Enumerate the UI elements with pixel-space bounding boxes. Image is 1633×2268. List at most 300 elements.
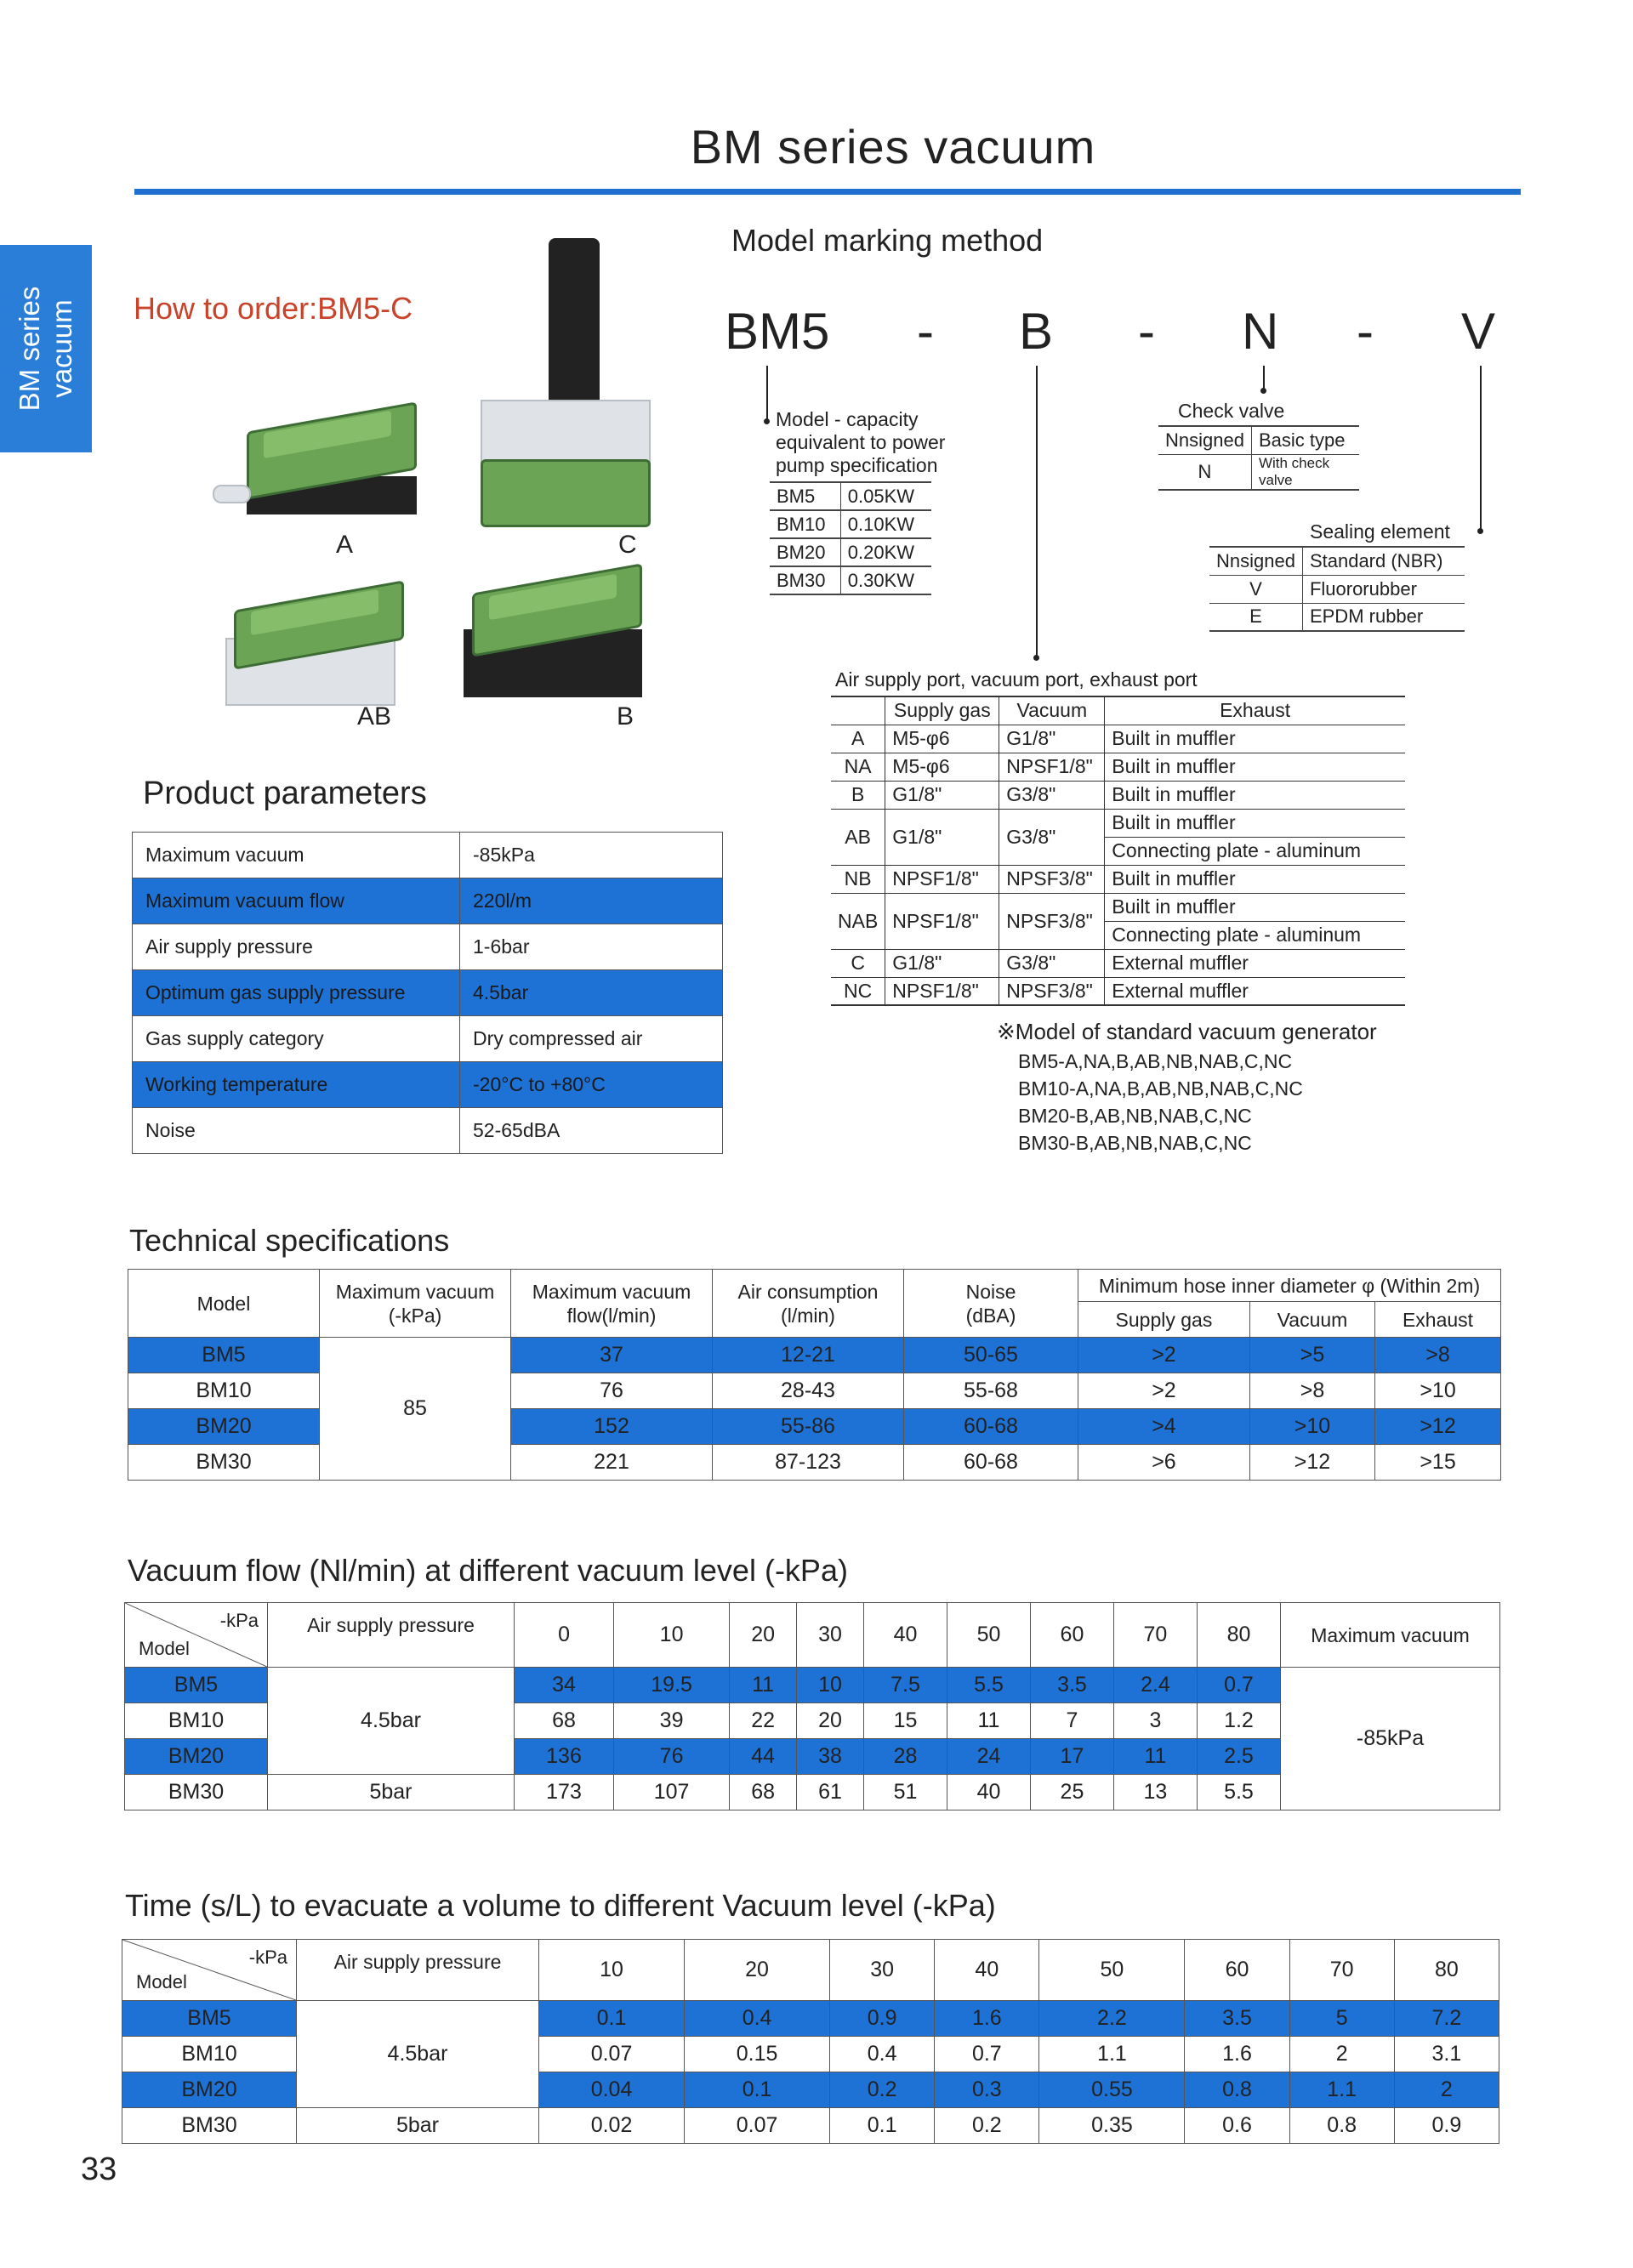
page-title: BM series vacuum bbox=[690, 120, 1096, 173]
flow-cell: 61 bbox=[797, 1775, 864, 1810]
tech-header-line: flow(l/min) bbox=[566, 1304, 657, 1327]
flow-cell: 107 bbox=[614, 1775, 730, 1810]
port-exhaust: Built in muffler bbox=[1105, 781, 1405, 809]
list-item: BM5-A,NA,B,AB,NB,NAB,C,NC bbox=[1018, 1050, 1293, 1072]
port-code: C bbox=[831, 949, 885, 977]
code-check: N bbox=[1242, 303, 1279, 360]
tech-cell: 87-123 bbox=[713, 1445, 904, 1481]
ports-title: Air supply port, vacuum port, exhaust port bbox=[835, 668, 1198, 691]
code-dash-2: - bbox=[1138, 303, 1155, 360]
table-row bbox=[831, 893, 1405, 921]
image-label-c: C bbox=[618, 531, 637, 559]
time-corner bbox=[122, 1940, 297, 2001]
model-cell: BM5 bbox=[770, 482, 840, 510]
time-cell: 0.7 bbox=[935, 2037, 1039, 2072]
flow-cell: 5.5 bbox=[1197, 1775, 1280, 1810]
seal-code-cell: E bbox=[1209, 603, 1302, 631]
table-row bbox=[133, 1016, 723, 1062]
table-row bbox=[122, 2001, 1499, 2037]
time-model: BM30 bbox=[122, 2108, 297, 2144]
page-number: 33 bbox=[81, 2151, 117, 2187]
time-cell: 0.07 bbox=[685, 2108, 830, 2144]
flow-cell: 2.5 bbox=[1197, 1739, 1280, 1775]
flow-corner-bottom: Model bbox=[139, 1638, 190, 1659]
side-tab bbox=[0, 245, 92, 452]
side-tab-line-1: BM series bbox=[14, 286, 45, 412]
flow-cell: 11 bbox=[947, 1703, 1030, 1739]
table-row bbox=[133, 1108, 723, 1154]
sealing-table bbox=[1209, 546, 1465, 632]
flow-cell: 68 bbox=[730, 1775, 797, 1810]
table-row bbox=[770, 566, 931, 594]
tech-header-air bbox=[713, 1270, 904, 1338]
time-cell: 1.1 bbox=[1289, 2072, 1394, 2108]
port-vacuum: NPSF3/8" bbox=[999, 977, 1105, 1005]
time-cell: 0.9 bbox=[830, 2001, 935, 2037]
port-vacuum: NPSF3/8" bbox=[999, 865, 1105, 893]
tech-header-line: (-kPa) bbox=[388, 1304, 442, 1327]
port-supply: NPSF1/8" bbox=[885, 977, 999, 1005]
time-corner-top: -kPa bbox=[248, 1947, 287, 1968]
flow-cell: 0.7 bbox=[1197, 1668, 1280, 1703]
time-cell: 1.6 bbox=[1185, 2037, 1289, 2072]
param-value: 4.5bar bbox=[460, 970, 723, 1016]
leader-port-dot bbox=[1033, 655, 1039, 661]
capacity-cell: 0.10KW bbox=[840, 510, 931, 538]
flow-cell: 7.5 bbox=[864, 1668, 947, 1703]
time-cell: 0.02 bbox=[539, 2108, 685, 2144]
capacity-cell: 0.05KW bbox=[840, 482, 931, 510]
flow-cell: 40 bbox=[947, 1775, 1030, 1810]
check-valve-table bbox=[1158, 425, 1359, 491]
flow-cell: 28 bbox=[864, 1739, 947, 1775]
title-divider bbox=[134, 189, 1521, 195]
flow-cell: 44 bbox=[730, 1739, 797, 1775]
tech-header-hose: Minimum hose inner diameter φ (Within 2m) bbox=[1078, 1270, 1501, 1302]
tech-cell: 12-21 bbox=[713, 1338, 904, 1373]
time-level: 70 bbox=[1289, 1940, 1394, 2001]
time-cell: 2 bbox=[1289, 2037, 1394, 2072]
tech-cell: >15 bbox=[1375, 1445, 1501, 1481]
port-code: NC bbox=[831, 977, 885, 1005]
tech-header-hose-supply: Supply gas bbox=[1078, 1302, 1250, 1338]
time-cell: 2.2 bbox=[1039, 2001, 1185, 2037]
tech-cell: >12 bbox=[1249, 1445, 1374, 1481]
time-level: 20 bbox=[685, 1940, 830, 2001]
side-tab-line-2: vacuum bbox=[46, 299, 77, 398]
tech-cell: >8 bbox=[1249, 1373, 1374, 1409]
port-exhaust: Built in muffler bbox=[1105, 753, 1405, 781]
tech-header-line: Air consumption bbox=[737, 1280, 879, 1303]
tech-cell: 28-43 bbox=[713, 1373, 904, 1409]
time-heading: Time (s/L) to evacuate a volume to different Vacuum level (-kPa) bbox=[125, 1888, 996, 1923]
time-cell: 1.1 bbox=[1039, 2037, 1185, 2072]
port-code: B bbox=[831, 781, 885, 809]
port-vacuum: G3/8" bbox=[999, 949, 1105, 977]
seal-desc-cell: Fluororubber bbox=[1302, 575, 1465, 603]
port-header-exhaust: Exhaust bbox=[1105, 696, 1405, 725]
model-note-line-2: equivalent to power bbox=[776, 431, 946, 453]
flow-cell: 1.2 bbox=[1197, 1703, 1280, 1739]
flow-cell: 20 bbox=[797, 1703, 864, 1739]
flow-cell: 2.4 bbox=[1113, 1668, 1197, 1703]
check-code-cell: Nnsigned bbox=[1158, 426, 1251, 454]
tech-model: BM10 bbox=[128, 1373, 320, 1409]
time-level: 30 bbox=[830, 1940, 935, 2001]
port-exhaust: External muffler bbox=[1105, 977, 1405, 1005]
tech-header-line: Maximum vacuum bbox=[335, 1280, 495, 1303]
table-row bbox=[133, 924, 723, 970]
port-exhaust: External muffler bbox=[1105, 949, 1405, 977]
param-value: -20°C to +80°C bbox=[460, 1062, 723, 1108]
tech-cell: >10 bbox=[1249, 1409, 1374, 1445]
flow-max-value: -85kPa bbox=[1281, 1668, 1500, 1810]
flow-cell: 10 bbox=[797, 1668, 864, 1703]
time-level: 50 bbox=[1039, 1940, 1185, 2001]
tech-cell: >2 bbox=[1078, 1338, 1250, 1373]
port-vacuum: G3/8" bbox=[999, 809, 1105, 865]
time-cell: 0.1 bbox=[685, 2072, 830, 2108]
table-row bbox=[122, 2108, 1499, 2144]
port-exhaust: Built in muffler bbox=[1105, 725, 1405, 753]
param-name: Working temperature bbox=[133, 1062, 460, 1108]
port-supply: M5-φ6 bbox=[885, 725, 999, 753]
flow-pressure-a: 4.5bar bbox=[268, 1668, 515, 1775]
time-model: BM10 bbox=[122, 2037, 297, 2072]
param-value: 52-65dBA bbox=[460, 1108, 723, 1154]
param-value: -85kPa bbox=[460, 833, 723, 878]
table-row bbox=[133, 833, 723, 878]
tech-header-hose-exhaust: Exhaust bbox=[1375, 1302, 1501, 1338]
flow-corner bbox=[125, 1603, 268, 1668]
tech-cell: 221 bbox=[511, 1445, 713, 1481]
port-supply: G1/8" bbox=[885, 781, 999, 809]
list-item: BM10-A,NA,B,AB,NB,NAB,C,NC bbox=[1018, 1077, 1303, 1100]
flow-cell: 5.5 bbox=[947, 1668, 1030, 1703]
tech-cell: 60-68 bbox=[904, 1409, 1078, 1445]
flow-cell: 39 bbox=[614, 1703, 730, 1739]
model-cell: BM10 bbox=[770, 510, 840, 538]
image-label-a: A bbox=[336, 531, 354, 559]
table-row bbox=[1158, 454, 1359, 490]
port-supply: NPSF1/8" bbox=[885, 893, 999, 949]
capacity-cell: 0.20KW bbox=[840, 538, 931, 566]
model-cell: BM30 bbox=[770, 566, 840, 594]
port-exhaust: Connecting plate - aluminum bbox=[1105, 837, 1405, 865]
tech-model: BM20 bbox=[128, 1409, 320, 1445]
port-exhaust: Built in muffler bbox=[1105, 865, 1405, 893]
flow-model: BM30 bbox=[125, 1775, 268, 1810]
flow-corner-top: -kPa bbox=[219, 1610, 259, 1631]
flow-cell: 15 bbox=[864, 1703, 947, 1739]
port-exhaust: Built in muffler bbox=[1105, 893, 1405, 921]
leader-port bbox=[1036, 366, 1038, 659]
flow-heading: Vacuum flow (Nl/min) at different vacuum level (-kPa) bbox=[128, 1553, 848, 1588]
image-label-b: B bbox=[617, 702, 634, 730]
tech-cell: >5 bbox=[1249, 1338, 1374, 1373]
param-value: 1-6bar bbox=[460, 924, 723, 970]
tech-header-line: Maximum vacuum bbox=[532, 1280, 691, 1303]
leader-seal bbox=[1480, 366, 1482, 531]
time-table bbox=[122, 1939, 1499, 2144]
leader-check-dot bbox=[1260, 388, 1266, 394]
flow-level: 10 bbox=[614, 1603, 730, 1668]
tech-cell: 152 bbox=[511, 1409, 713, 1445]
check-desc-cell: With check valve bbox=[1251, 454, 1359, 490]
table-row bbox=[1209, 575, 1465, 603]
port-vacuum: G3/8" bbox=[999, 781, 1105, 809]
flow-level: 70 bbox=[1113, 1603, 1197, 1668]
image-label-ab: AB bbox=[357, 702, 392, 730]
code-port: B bbox=[1019, 303, 1054, 360]
time-cell: 5 bbox=[1289, 2001, 1394, 2037]
port-code: NAB bbox=[831, 893, 885, 949]
time-cell: 0.2 bbox=[935, 2108, 1039, 2144]
check-desc-cell: Basic type bbox=[1251, 426, 1359, 454]
tech-cell: 55-86 bbox=[713, 1409, 904, 1445]
tech-cell: >6 bbox=[1078, 1445, 1250, 1481]
table-row bbox=[133, 970, 723, 1016]
port-supply: G1/8" bbox=[885, 809, 999, 865]
sealing-title: Sealing element bbox=[1310, 520, 1450, 543]
port-vacuum: G1/8" bbox=[999, 725, 1105, 753]
model-capacity-table bbox=[770, 481, 931, 595]
flow-level: 30 bbox=[797, 1603, 864, 1668]
flow-cell: 51 bbox=[864, 1775, 947, 1810]
time-cell: 0.8 bbox=[1185, 2072, 1289, 2108]
time-cell: 0.4 bbox=[830, 2037, 935, 2072]
time-cell: 7.2 bbox=[1394, 2001, 1499, 2037]
time-pressure-b: 5bar bbox=[297, 2108, 539, 2144]
params-heading: Product parameters bbox=[143, 776, 427, 811]
time-cell: 1.6 bbox=[935, 2001, 1039, 2037]
flow-level: 60 bbox=[1030, 1603, 1113, 1668]
time-cell: 0.2 bbox=[830, 2072, 935, 2108]
product-image-b bbox=[464, 570, 651, 706]
flow-cell: 68 bbox=[515, 1703, 614, 1739]
port-code: A bbox=[831, 725, 885, 753]
flow-model: BM5 bbox=[125, 1668, 268, 1703]
side-tab-label bbox=[14, 287, 78, 412]
flow-cell: 11 bbox=[730, 1668, 797, 1703]
tech-heading: Technical specifications bbox=[129, 1223, 450, 1258]
table-row bbox=[133, 1062, 723, 1108]
time-level: 10 bbox=[539, 1940, 685, 2001]
flow-cell: 34 bbox=[515, 1668, 614, 1703]
time-cell: 0.04 bbox=[539, 2072, 685, 2108]
leader-model bbox=[766, 366, 768, 422]
tech-header-model: Model bbox=[128, 1270, 320, 1338]
table-row bbox=[770, 482, 931, 510]
param-value: Dry compressed air bbox=[460, 1016, 723, 1062]
flow-cell: 13 bbox=[1113, 1775, 1197, 1810]
port-header-vacuum: Vacuum bbox=[999, 696, 1105, 725]
leader-model-dot bbox=[764, 418, 770, 424]
time-cell: 0.4 bbox=[685, 2001, 830, 2037]
table-row bbox=[831, 781, 1405, 809]
flow-header-max: Maximum vacuum bbox=[1281, 1603, 1500, 1668]
code-dash-3: - bbox=[1357, 303, 1374, 360]
table-row bbox=[1209, 547, 1465, 575]
tech-cell: >2 bbox=[1078, 1373, 1250, 1409]
flow-cell: 7 bbox=[1030, 1703, 1113, 1739]
tech-header-max-vacuum bbox=[320, 1270, 511, 1338]
model-cell: BM20 bbox=[770, 538, 840, 566]
tech-table bbox=[128, 1269, 1501, 1481]
table-row bbox=[770, 538, 931, 566]
flow-cell: 173 bbox=[515, 1775, 614, 1810]
model-note bbox=[776, 408, 945, 477]
flow-cell: 22 bbox=[730, 1703, 797, 1739]
leader-seal-dot bbox=[1477, 528, 1483, 534]
param-name: Gas supply category bbox=[133, 1016, 460, 1062]
flow-cell: 24 bbox=[947, 1739, 1030, 1775]
flow-cell: 25 bbox=[1030, 1775, 1113, 1810]
code-model: BM5 bbox=[725, 303, 830, 360]
model-note-line-3: pump specification bbox=[776, 454, 938, 476]
seal-code-cell: Nnsigned bbox=[1209, 547, 1302, 575]
table-header-row bbox=[125, 1603, 1500, 1668]
port-header-supply: Supply gas bbox=[885, 696, 999, 725]
tech-cell: 76 bbox=[511, 1373, 713, 1409]
port-supply: NPSF1/8" bbox=[885, 865, 999, 893]
tech-max-vacuum-value: 85 bbox=[320, 1338, 511, 1481]
flow-level: 40 bbox=[864, 1603, 947, 1668]
flow-cell: 76 bbox=[614, 1739, 730, 1775]
table-row bbox=[831, 809, 1405, 837]
param-value: 220l/m bbox=[460, 878, 723, 924]
tech-cell: >10 bbox=[1375, 1373, 1501, 1409]
flow-cell: 3 bbox=[1113, 1703, 1197, 1739]
seal-desc-cell: EPDM rubber bbox=[1302, 603, 1465, 631]
time-cell: 0.55 bbox=[1039, 2072, 1185, 2108]
param-name: Maximum vacuum bbox=[133, 833, 460, 878]
table-header-row bbox=[128, 1270, 1501, 1302]
table-row bbox=[770, 510, 931, 538]
table-row bbox=[1158, 426, 1359, 454]
flow-header-pressure: Air supply pressure bbox=[268, 1603, 515, 1668]
port-vacuum: NPSF1/8" bbox=[999, 753, 1105, 781]
ports-table bbox=[831, 696, 1405, 1006]
time-cell: 0.9 bbox=[1394, 2108, 1499, 2144]
params-table bbox=[132, 832, 723, 1154]
flow-table bbox=[124, 1602, 1500, 1810]
product-image-c bbox=[464, 238, 668, 527]
product-image-ab bbox=[225, 587, 413, 714]
table-row bbox=[133, 878, 723, 924]
time-pressure-a: 4.5bar bbox=[297, 2001, 539, 2108]
tech-cell: >8 bbox=[1375, 1338, 1501, 1373]
order-label: How to order:BM5-C bbox=[134, 291, 413, 326]
check-code-cell: N bbox=[1158, 454, 1251, 490]
table-row bbox=[128, 1338, 1501, 1373]
tech-header-hose-vacuum: Vacuum bbox=[1249, 1302, 1374, 1338]
table-row bbox=[831, 949, 1405, 977]
param-name: Air supply pressure bbox=[133, 924, 460, 970]
capacity-cell: 0.30KW bbox=[840, 566, 931, 594]
flow-level: 50 bbox=[947, 1603, 1030, 1668]
time-cell: 0.07 bbox=[539, 2037, 685, 2072]
time-model: BM20 bbox=[122, 2072, 297, 2108]
standard-list bbox=[1018, 1048, 1303, 1157]
time-cell: 0.3 bbox=[935, 2072, 1039, 2108]
flow-cell: 3.5 bbox=[1030, 1668, 1113, 1703]
time-level: 80 bbox=[1394, 1940, 1499, 2001]
time-level: 60 bbox=[1185, 1940, 1289, 2001]
table-row bbox=[831, 977, 1405, 1005]
marking-heading: Model marking method bbox=[731, 223, 1044, 258]
param-name: Optimum gas supply pressure bbox=[133, 970, 460, 1016]
time-cell: 0.35 bbox=[1039, 2108, 1185, 2144]
port-exhaust: Connecting plate - aluminum bbox=[1105, 921, 1405, 949]
time-cell: 0.1 bbox=[830, 2108, 935, 2144]
table-row bbox=[1209, 603, 1465, 631]
time-cell: 2 bbox=[1394, 2072, 1499, 2108]
tech-model: BM5 bbox=[128, 1338, 320, 1373]
port-code: NA bbox=[831, 753, 885, 781]
table-header-row bbox=[831, 696, 1405, 725]
table-row bbox=[831, 753, 1405, 781]
tech-model: BM30 bbox=[128, 1445, 320, 1481]
flow-model: BM20 bbox=[125, 1739, 268, 1775]
flow-cell: 38 bbox=[797, 1739, 864, 1775]
flow-cell: 19.5 bbox=[614, 1668, 730, 1703]
product-image-a bbox=[213, 400, 425, 536]
port-vacuum: NPSF3/8" bbox=[999, 893, 1105, 949]
list-item: BM20-B,AB,NB,NAB,C,NC bbox=[1018, 1105, 1252, 1127]
flow-level: 20 bbox=[730, 1603, 797, 1668]
list-item: BM30-B,AB,NB,NAB,C,NC bbox=[1018, 1132, 1252, 1154]
flow-cell: 136 bbox=[515, 1739, 614, 1775]
time-cell: 0.6 bbox=[1185, 2108, 1289, 2144]
table-header-row bbox=[122, 1940, 1499, 2001]
table-row bbox=[831, 865, 1405, 893]
model-note-line-1: Model - capacity bbox=[776, 408, 919, 430]
tech-header-noise bbox=[904, 1270, 1078, 1338]
param-name: Maximum vacuum flow bbox=[133, 878, 460, 924]
table-row bbox=[125, 1668, 1500, 1703]
time-cell: 0.1 bbox=[539, 2001, 685, 2037]
tech-header-line: Noise bbox=[965, 1280, 1016, 1303]
time-corner-bottom: Model bbox=[136, 1971, 187, 1992]
check-valve-title: Check valve bbox=[1178, 400, 1285, 422]
flow-cell: 11 bbox=[1113, 1739, 1197, 1775]
flow-level: 0 bbox=[515, 1603, 614, 1668]
port-code: AB bbox=[831, 809, 885, 865]
seal-code-cell: V bbox=[1209, 575, 1302, 603]
port-supply: M5-φ6 bbox=[885, 753, 999, 781]
tech-header-max-flow bbox=[511, 1270, 713, 1338]
time-level: 40 bbox=[935, 1940, 1039, 2001]
time-cell: 0.8 bbox=[1289, 2108, 1394, 2144]
tech-header-line: (l/min) bbox=[781, 1304, 835, 1327]
param-name: Noise bbox=[133, 1108, 460, 1154]
tech-cell: >4 bbox=[1078, 1409, 1250, 1445]
code-seal: V bbox=[1461, 303, 1496, 360]
tech-cell: >12 bbox=[1375, 1409, 1501, 1445]
tech-cell: 50-65 bbox=[904, 1338, 1078, 1373]
port-exhaust: Built in muffler bbox=[1105, 809, 1405, 837]
port-header-code bbox=[831, 696, 885, 725]
flow-cell: 17 bbox=[1030, 1739, 1113, 1775]
tech-header-line: (dBA) bbox=[965, 1304, 1016, 1327]
tech-cell: 55-68 bbox=[904, 1373, 1078, 1409]
seal-desc-cell: Standard (NBR) bbox=[1302, 547, 1465, 575]
time-header-pressure: Air supply pressure bbox=[297, 1940, 539, 2001]
port-supply: G1/8" bbox=[885, 949, 999, 977]
time-cell: 3.5 bbox=[1185, 2001, 1289, 2037]
time-cell: 0.15 bbox=[685, 2037, 830, 2072]
